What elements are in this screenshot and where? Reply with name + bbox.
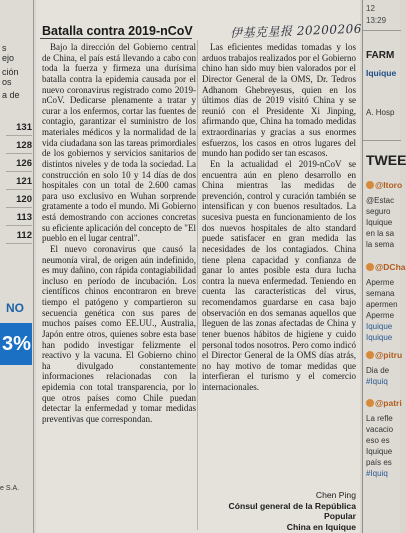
- left-number-4: 121: [6, 176, 32, 190]
- right-handle-4: @patri: [366, 398, 402, 408]
- right-tweet-line: Dia de: [366, 366, 390, 375]
- right-iquique-label: Iquique: [366, 68, 397, 78]
- article-column-left: [42, 42, 196, 425]
- paragraph: Bajo la dirección del Gobierno central de China, el país está llevando a cabo con toda la fuerza y firmeza una durísima batalla contra la epidemia causada por el nuevo coronavirus registrado como 2019-nCoV. Dedicarse plenamente a tratar y curar a los enfermos, cortar las fuentes de contagio, garantizar el suministro de los materiales médicos y la normalidad de la vida ciudadana son las tareas primordiales de los gobiernos y servicios sanitarios de distintos niveles y de toda la sociedad. La construcción en solo 10 y 14 días de dos hospitales con un total de 2.600 camas para uso exclusivo en Wuhan sorprende gratamente a todo el mundo. Mi Gobierno está demostrando con acciones concretas su eficiente aplicación del concepto de "El pueblo en el lugar central".: [42, 42, 196, 244]
- paragraph: Las eficientes medidas tomadas y los arduos trabajos realizados por el Gobierno chino han sido muy bien valorados por el Director General de la OMS, Dr. Tedros Adhanom Ghebreyesus, quien en los últimos días de 2019 visitó China y se reunió con el Presidente Xi Jinping, afirmando que, China ha tomado medidas extraordinarias y gracias a sus enormes esfuerzos, los casos en otros lugares del mundo han podido ser tan escasos.: [202, 42, 356, 159]
- right-tweet-line: Aperme: [366, 278, 395, 287]
- signature-role-1: Cónsul general de la República Popular: [228, 500, 356, 521]
- right-tweet-line: vacacio: [366, 425, 394, 434]
- right-tweet-line: país es: [366, 458, 392, 467]
- right-handle-1: @Itoro: [366, 180, 402, 190]
- right-tweet-line: la sema: [366, 240, 395, 249]
- right-tweet-line: eso es: [366, 436, 390, 445]
- right-tweet-line: Aperme: [366, 311, 395, 320]
- left-no-label: NO: [6, 301, 24, 315]
- right-rule: [363, 30, 401, 31]
- paragraph: El nuevo coronavirus que causó la neumonía viral, de origen aún indefinido, es muy dañino, con rápida contagiabilidad incluso en período de incubación. Los científicos chinos encontraron en breve tiempo el patógeno y compartieron su secuencia genética con sus pares de muchos países como EE.UU., Australia, Japón entre otros, quienes sobre esta base han podido investigar felizmente el reactivo y la vacuna. El Gobierno chino ha divulgado constantemente informaciones relacionadas con la epidemia con total transparencia, por lo que otros países como Chile puedan detectar la enfermedad y tomar medidas preventivas que correspondan.: [42, 243, 196, 424]
- left-number-6: 113: [6, 212, 32, 226]
- avatar-icon: [366, 399, 374, 407]
- left-fragment-1: s: [2, 43, 7, 53]
- right-tweets-heading: TWEE: [366, 152, 406, 168]
- right-neighbor-column: [362, 0, 406, 533]
- article-column-right: [202, 42, 356, 393]
- left-neighbor-column: [0, 0, 34, 533]
- right-tweet-line: #Iquiq: [366, 377, 388, 386]
- handwritten-note: 伊基克星报 20200206: [229, 21, 363, 41]
- signature-name: Chen Ping: [315, 490, 356, 500]
- avatar-icon: [366, 181, 374, 189]
- right-farm-heading: FARM: [366, 50, 395, 61]
- newspaper-article: [36, 0, 363, 533]
- left-number-1: 131: [6, 122, 32, 136]
- right-tweet-line: @Estac: [366, 196, 395, 205]
- left-fragment-5: a de: [2, 90, 20, 100]
- left-fragment-3: ción: [2, 67, 19, 77]
- left-number-3: 126: [6, 158, 32, 172]
- right-time-1: 12: [366, 4, 375, 13]
- right-tweet-line: La refle: [366, 414, 393, 423]
- left-number-2: 128: [6, 140, 32, 154]
- right-tweet-line: apermen: [366, 300, 398, 309]
- column-divider: [197, 40, 198, 530]
- headline-rule: [40, 38, 192, 39]
- right-hosp-text: A. Hosp: [366, 108, 395, 117]
- right-tweet-line: Iquique: [366, 447, 393, 456]
- right-tweet-line: #Iquiq: [366, 469, 388, 478]
- left-fragment-2: ejo: [2, 53, 15, 63]
- left-percent-badge: 3%: [0, 323, 32, 365]
- right-tweet-line: en la sa: [366, 229, 395, 238]
- paragraph: En la actualidad el 2019-nCoV se encuentra aún en pleno desarrollo en China mientras las medidas de prevención, control y curación también se intensifican y con buenos resultados. La sucesiva puesta en funcionamiento de los dos nuevos hospitales de alto standard puede satisfacer en gran medida las necesidades de los contagiados. China tiene plena capacidad y confianza de ganar lo antes posible esta dura lucha contra la nueva enfermedad. Teniendo en cuenta las características del virus, recomendamos guardarse en casa bajo observación en dos semanas aquellos que lleguen de las zonas afectadas de China y tener buenos hábitos de higiene y cuido personal todos nosotros. Pero como indicó el Director General de la OMS días atrás, no hay motivo de tomar medidas que interfieran el turismo y el comercio internacionales.: [202, 158, 356, 392]
- right-time-2: 13:29: [366, 16, 387, 25]
- right-handle-2: @DCha: [366, 262, 406, 272]
- left-number-5: 120: [6, 194, 32, 208]
- left-fragment-4: os: [2, 77, 12, 87]
- left-sa-text: e S.A.: [0, 485, 20, 492]
- right-tweet-line: semana: [366, 289, 395, 298]
- right-tweet-line: Iquique: [366, 322, 393, 331]
- signature-block: [202, 490, 356, 532]
- right-tweet-line: Iquique: [366, 333, 393, 342]
- right-rule: [363, 140, 401, 141]
- article-headline: Batalla contra 2019-nCoV: [42, 24, 193, 38]
- avatar-icon: [366, 351, 374, 359]
- right-handle-3: @pitru: [366, 350, 402, 360]
- avatar-icon: [366, 263, 374, 271]
- right-tweet-line: Iquique: [366, 218, 393, 227]
- left-number-7: 112: [6, 230, 32, 244]
- right-tweet-line: seguro: [366, 207, 391, 216]
- signature-role-2: China en Iquique: [286, 521, 356, 532]
